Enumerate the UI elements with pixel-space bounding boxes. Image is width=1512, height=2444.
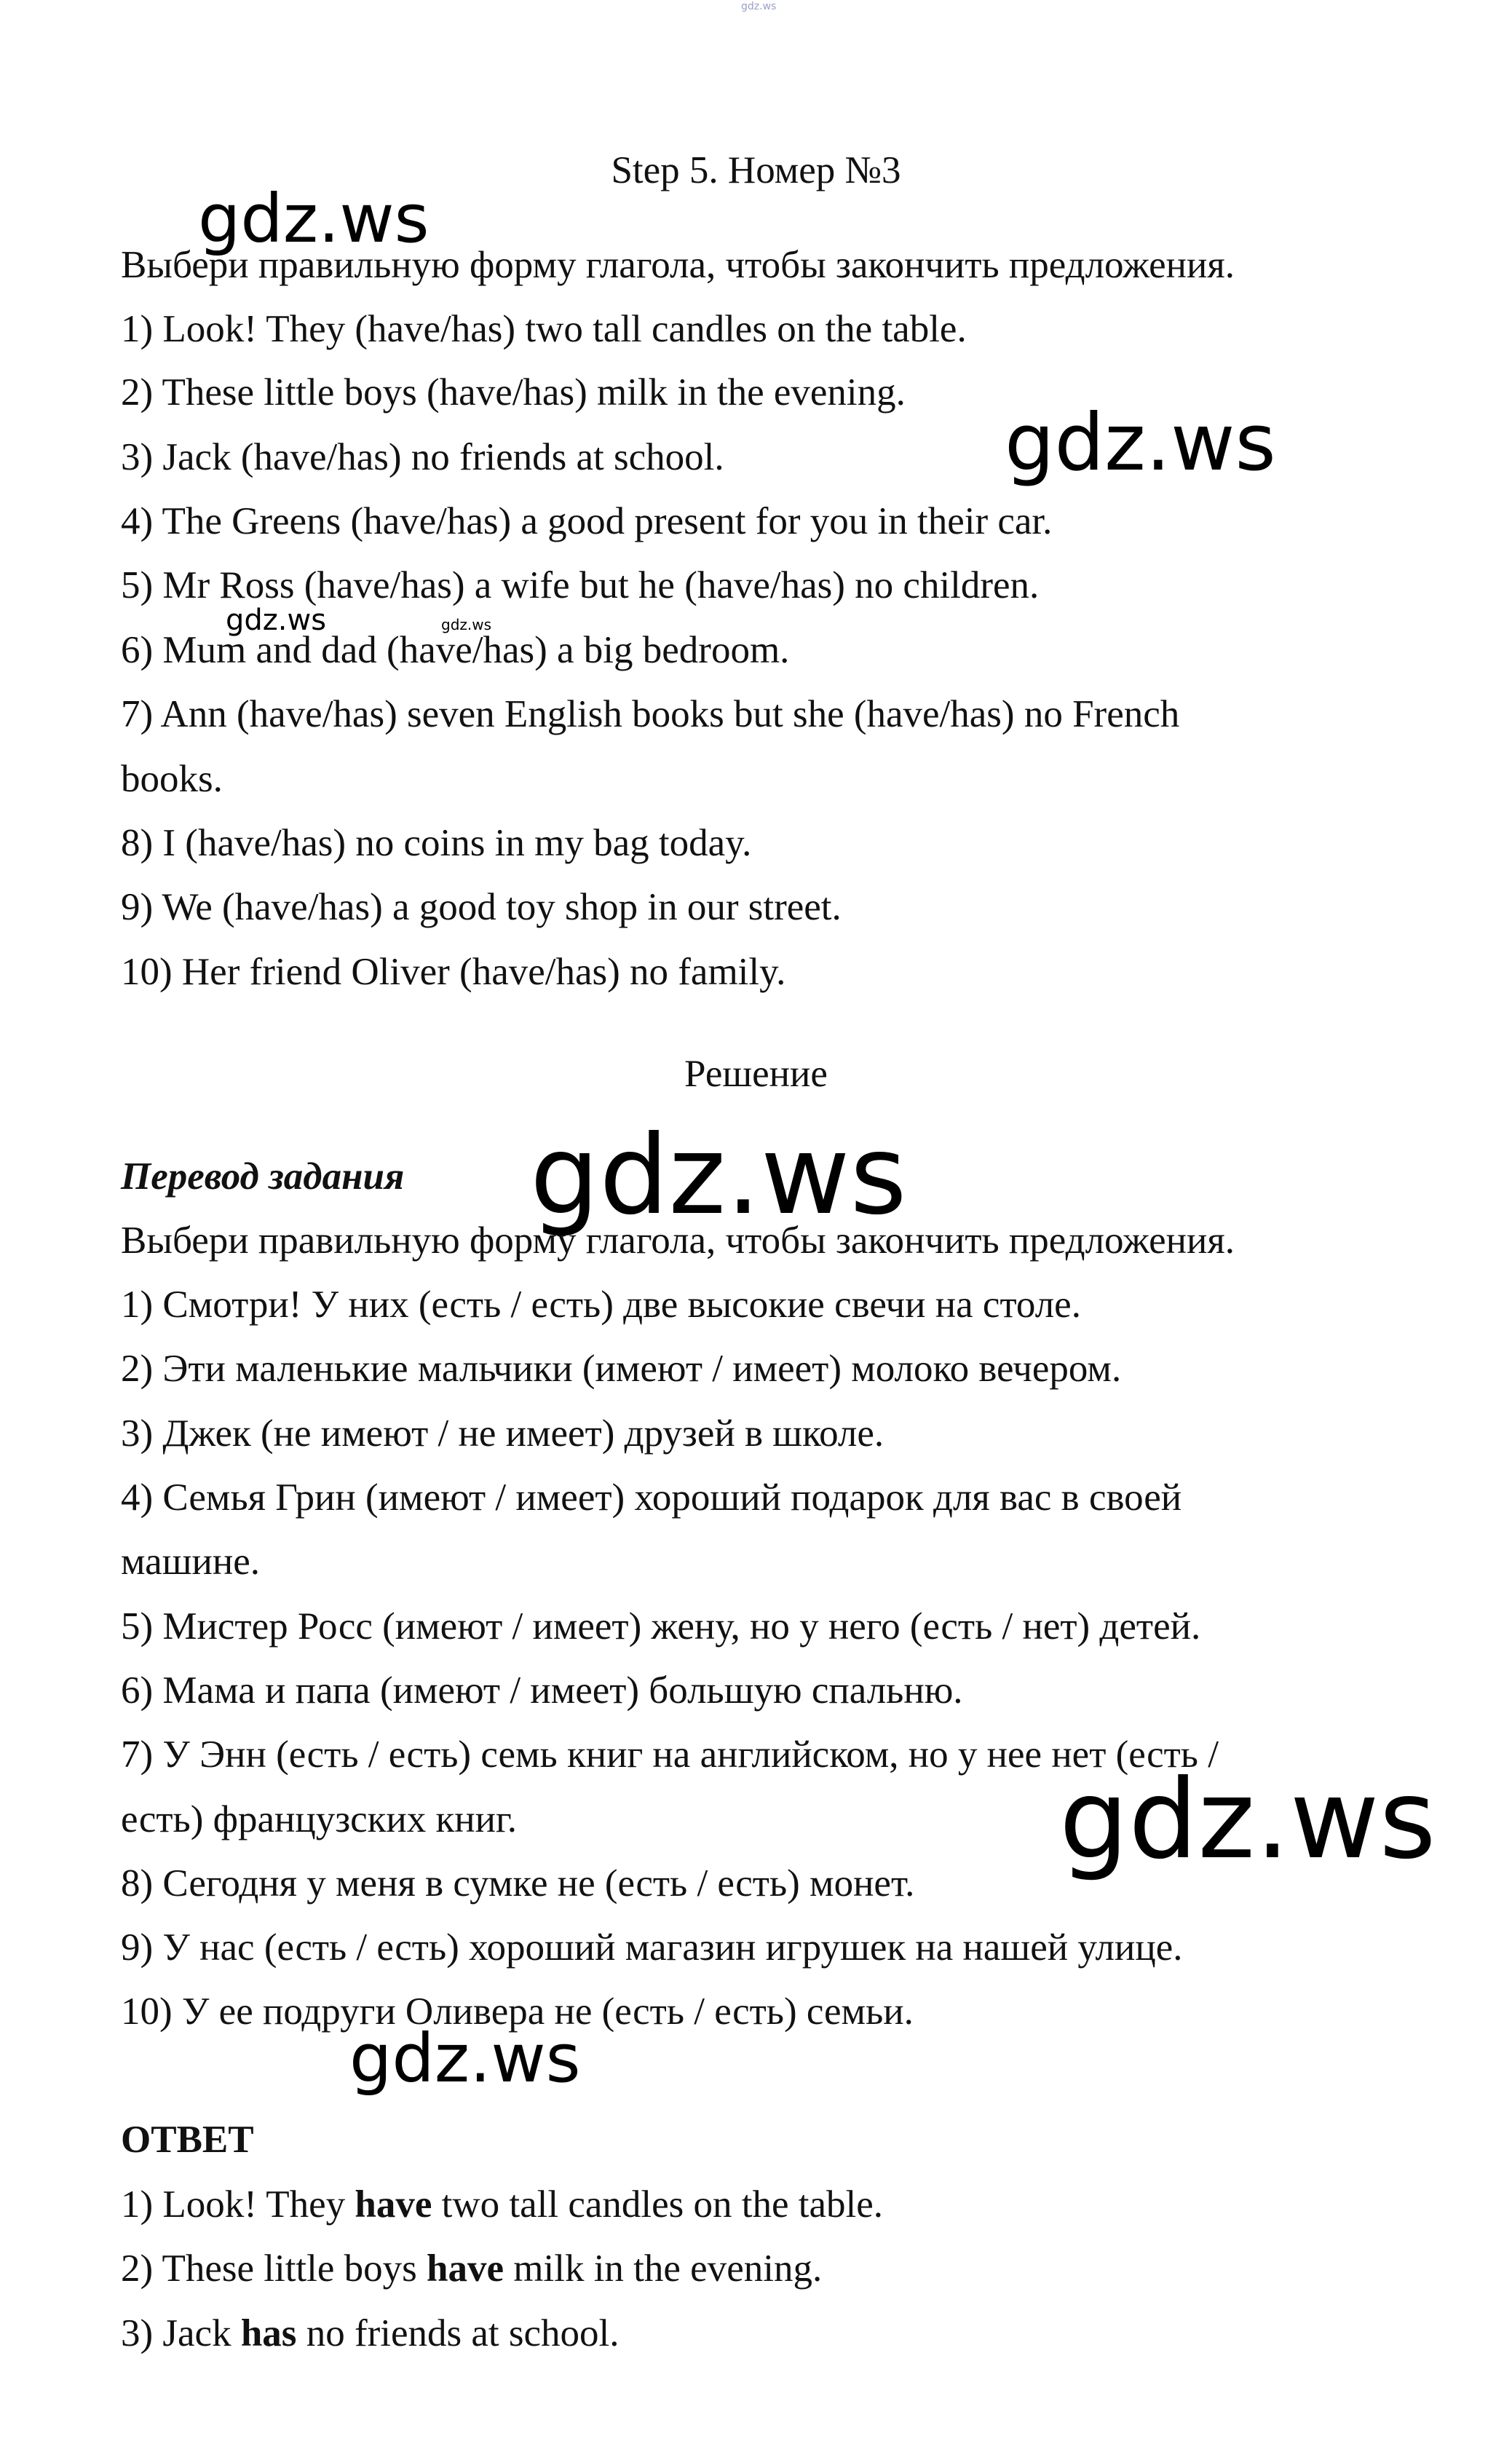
solution-heading: Решение [684, 1053, 828, 1095]
task-item: 3) Jack (have/has) no friends at school. [121, 436, 724, 478]
task-instruction: Выбери правильную форму глагола, чтобы закончить предложения. [121, 244, 1235, 286]
answer-text: 1) Look! They [121, 2183, 355, 2226]
translation-instruction: Выбери правильную форму глагола, чтобы закончить предложения. [121, 1219, 1235, 1262]
watermark: gdz.ws [530, 1112, 907, 1239]
translation-item: машине. [121, 1541, 261, 1583]
answer-verb: have [355, 2183, 432, 2226]
translation-item: 7) У Энн (есть / есть) семь книг на английском, но у нее нет (есть / [121, 1733, 1219, 1776]
task-item: 1) Look! They (have/has) two tall candles on the table. [121, 308, 967, 350]
watermark: gdz.ws [198, 180, 430, 258]
task-item: 10) Her friend Oliver (have/has) no family. [121, 951, 786, 993]
answer-verb: have [427, 2247, 504, 2290]
task-item: 5) Mr Ross (have/has) a wife but he (have/has) no children. [121, 564, 1040, 606]
task-item: 8) I (have/has) no coins in my bag today. [121, 822, 752, 864]
page-title: Step 5. Номер №3 [611, 149, 901, 191]
translation-item: 8) Сегодня у меня в сумке не (есть / есть) монет. [121, 1862, 915, 1905]
watermark: gdz.ws [349, 2020, 581, 2097]
task-item: 9) We (have/has) a good toy shop in our street. [121, 886, 842, 928]
watermark: gdz.ws [1005, 398, 1276, 489]
translation-item: 5) Мистер Росс (имеют / имеет) жену, но у него (есть / нет) детей. [121, 1605, 1201, 1648]
translation-heading: Перевод задания [121, 1155, 405, 1198]
task-item: books. [121, 758, 223, 800]
task-item: 7) Ann (have/has) seven English books but she (have/has) no French [121, 693, 1180, 735]
task-item: 2) These little boys (have/has) milk in the evening. [121, 371, 906, 414]
translation-item: 4) Семья Грин (имеют / имеет) хороший подарок для вас в своей [121, 1476, 1182, 1519]
watermark-top: gdz.ws [741, 1, 777, 12]
answer-heading: ОТВЕТ [121, 2119, 254, 2161]
translation-item: 1) Смотри! У них (есть / есть) две высокие свечи на столе. [121, 1284, 1081, 1326]
translation-item: 3) Джек (не имеют / не имеет) друзей в школе. [121, 1412, 884, 1455]
translation-item: 6) Мама и папа (имеют / имеет) большую спальню. [121, 1669, 963, 1712]
task-item: 6) Mum and dad (have/has) a big bedroom. [121, 629, 790, 671]
answer-text: 3) Jack [121, 2312, 241, 2354]
translation-item: 10) У ее подруги Оливера не (есть / есть) семьи. [121, 1990, 914, 2033]
answer-text: two tall candles on the table. [432, 2183, 883, 2226]
answer-verb: has [240, 2312, 297, 2354]
watermark: gdz.ws [1059, 1757, 1436, 1883]
answer-item [121, 2245, 822, 2292]
watermark: gdz.ws [226, 604, 327, 637]
translation-item: 9) У нас (есть / есть) хороший магазин игрушек на нашей улице. [121, 1926, 1183, 1969]
translation-item: есть) французских книг. [121, 1798, 518, 1840]
answer-text: milk in the evening. [504, 2247, 823, 2290]
answer-text: no friends at school. [296, 2312, 620, 2354]
translation-item: 2) Эти маленькие мальчики (имеют / имеет) молоко вечером. [121, 1348, 1122, 1390]
answer-text: 2) These little boys [121, 2247, 427, 2290]
answer-item [121, 2181, 883, 2228]
task-item: 4) The Greens (have/has) a good present for you in their car. [121, 500, 1053, 542]
watermark: gdz.ws [441, 616, 492, 633]
answer-item [121, 2310, 619, 2357]
